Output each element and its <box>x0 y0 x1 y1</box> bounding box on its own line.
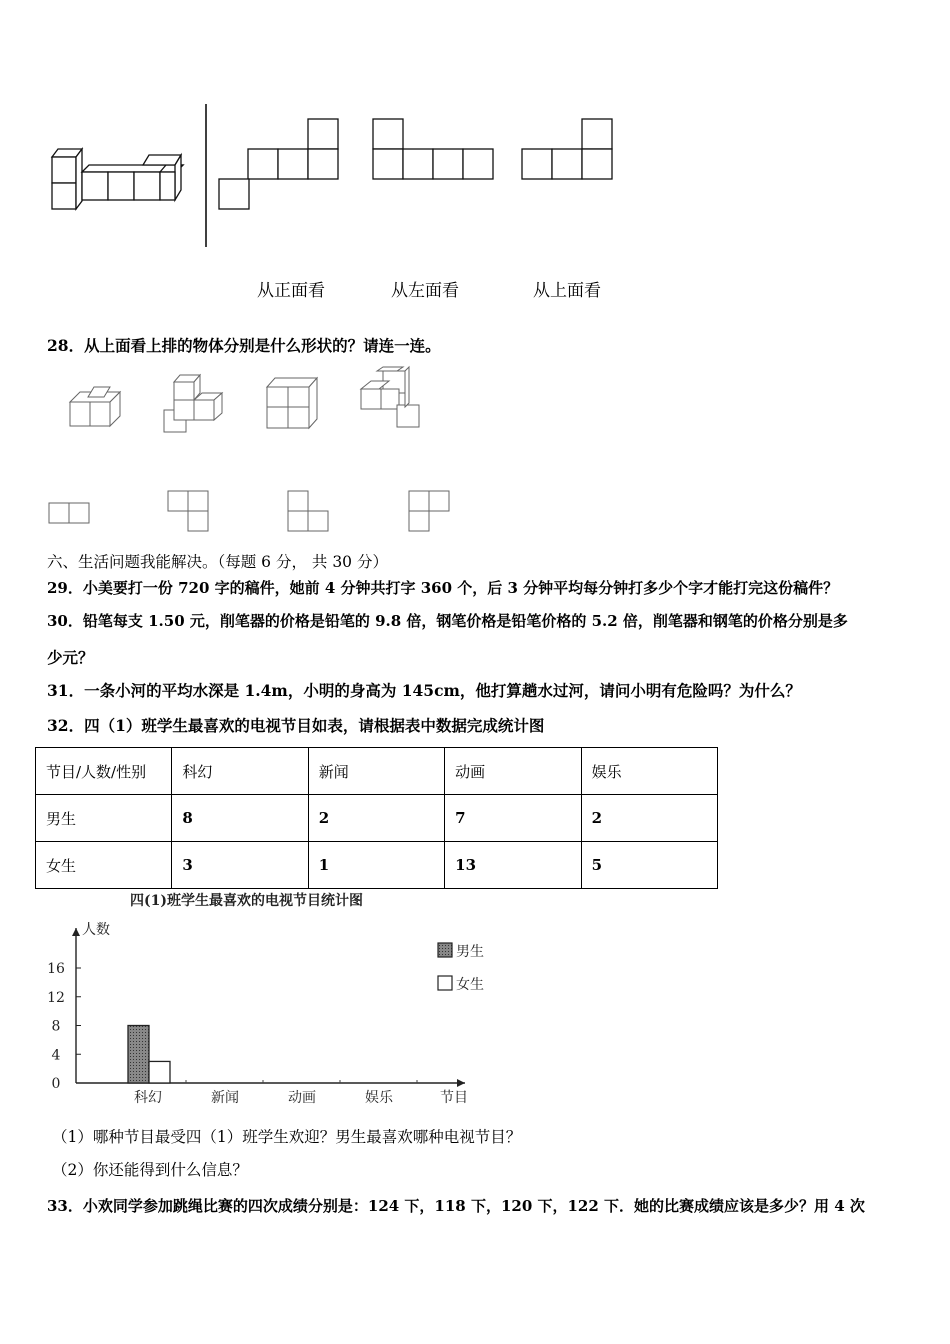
table-cell: 7 <box>445 795 581 842</box>
table-cell: 13 <box>445 842 581 889</box>
table-header-cell: 新闻 <box>308 748 444 795</box>
question-29: 29．小美要打一份 720 字的稿件，她前 4 分钟共打字 360 个，后 3 分钟平均每分钟打多少个字才能打完这份稿件？ <box>47 579 839 597</box>
table-header-cell: 动画 <box>445 748 581 795</box>
front-view-label: 从正面看 <box>257 281 325 301</box>
y-tick-label: 0 <box>51 1076 61 1092</box>
question-32-sub-1: （1）哪种节目最受四（1）班学生欢迎？男生最喜欢哪种电视节目？ <box>52 1128 522 1146</box>
x-axis-label: 节目 <box>440 1090 468 1106</box>
shape-2-figure <box>167 490 211 534</box>
x-tick-label: 娱乐 <box>365 1090 393 1106</box>
table-header-cell: 娱乐 <box>581 748 717 795</box>
x-tick-label: 科幻 <box>134 1090 162 1106</box>
y-axis-label: 人数 <box>82 922 110 938</box>
object-3-figure <box>265 377 321 431</box>
section-6-heading: 六、生活问题我能解决。（每题 6 分， 共 30 分） <box>47 553 388 571</box>
top-view-figure <box>521 118 616 183</box>
y-tick-label: 8 <box>51 1018 61 1035</box>
table-header-cell: 科幻 <box>172 748 308 795</box>
cube-stack-figure <box>45 145 185 215</box>
legend-swatch <box>438 943 452 957</box>
divider-line <box>204 104 208 249</box>
bar-boys <box>128 1026 149 1084</box>
question-31: 31．一条小河的平均水深是 1.4m，小明的身高为 145cm，他打算趟水过河，请问小明有危险吗？为什么？ <box>47 681 801 700</box>
table-cell: 2 <box>308 795 444 842</box>
legend-swatch <box>438 976 452 990</box>
shape-3-figure <box>287 490 331 534</box>
legend-label: 女生 <box>456 977 484 993</box>
bar-chart <box>40 888 500 1110</box>
left-view-figure <box>372 118 497 183</box>
table-cell: 8 <box>172 795 308 842</box>
object-4-figure <box>359 367 423 429</box>
question-30-line-2: 少元？ <box>47 648 94 667</box>
table-header-cell: 节目/人数/性别 <box>36 748 172 795</box>
question-32-sub-2: （2）你还能得到什么信息？ <box>52 1161 248 1179</box>
front-view-figure <box>218 118 343 213</box>
table-row <box>36 795 718 842</box>
y-axis-arrow <box>72 928 80 936</box>
y-tick-label: 12 <box>47 989 65 1006</box>
tv-program-table <box>35 747 718 889</box>
chart-title: 四(1)班学生最喜欢的电视节目统计图 <box>130 893 363 909</box>
question-32: 32．四（1）班学生最喜欢的电视节目如表，请根据表中数据完成统计图 <box>47 716 545 735</box>
x-tick-label: 动画 <box>288 1090 316 1106</box>
table-cell: 男生 <box>36 795 172 842</box>
shape-4-figure <box>408 490 452 534</box>
question-30-line-1: 30．铅笔每支 1.50 元，削笔器的价格是铅笔的 9.8 倍，钢笔价格是铅笔价格的 5.2 倍，削笔器和钢笔的价格分别是多 <box>47 612 848 630</box>
y-tick-label: 16 <box>47 961 65 977</box>
x-axis-arrow <box>457 1079 465 1087</box>
table-cell: 1 <box>308 842 444 889</box>
shape-1-figure <box>48 502 90 526</box>
object-1-figure <box>68 385 126 431</box>
left-view-label: 从左面看 <box>391 281 459 301</box>
bar-girls <box>149 1061 170 1083</box>
table-cell: 3 <box>172 842 308 889</box>
question-33: 33．小欢同学参加跳绳比赛的四次成绩分别是：124 下，118 下，120 下，122 下．她的比赛成绩应该是多少？用 4 次 <box>47 1197 865 1215</box>
legend-label: 男生 <box>456 944 484 960</box>
top-view-label: 从上面看 <box>533 281 601 301</box>
object-2-figure <box>162 374 228 434</box>
y-tick-label: 4 <box>51 1047 61 1064</box>
table-cell: 2 <box>581 795 717 842</box>
table-row <box>36 842 718 889</box>
table-cell: 5 <box>581 842 717 889</box>
table-header-row <box>36 748 718 795</box>
question-28: 28．从上面看上排的物体分别是什么形状的？请连一连。 <box>47 336 441 355</box>
x-tick-label: 新闻 <box>211 1090 239 1106</box>
table-cell: 女生 <box>36 842 172 889</box>
